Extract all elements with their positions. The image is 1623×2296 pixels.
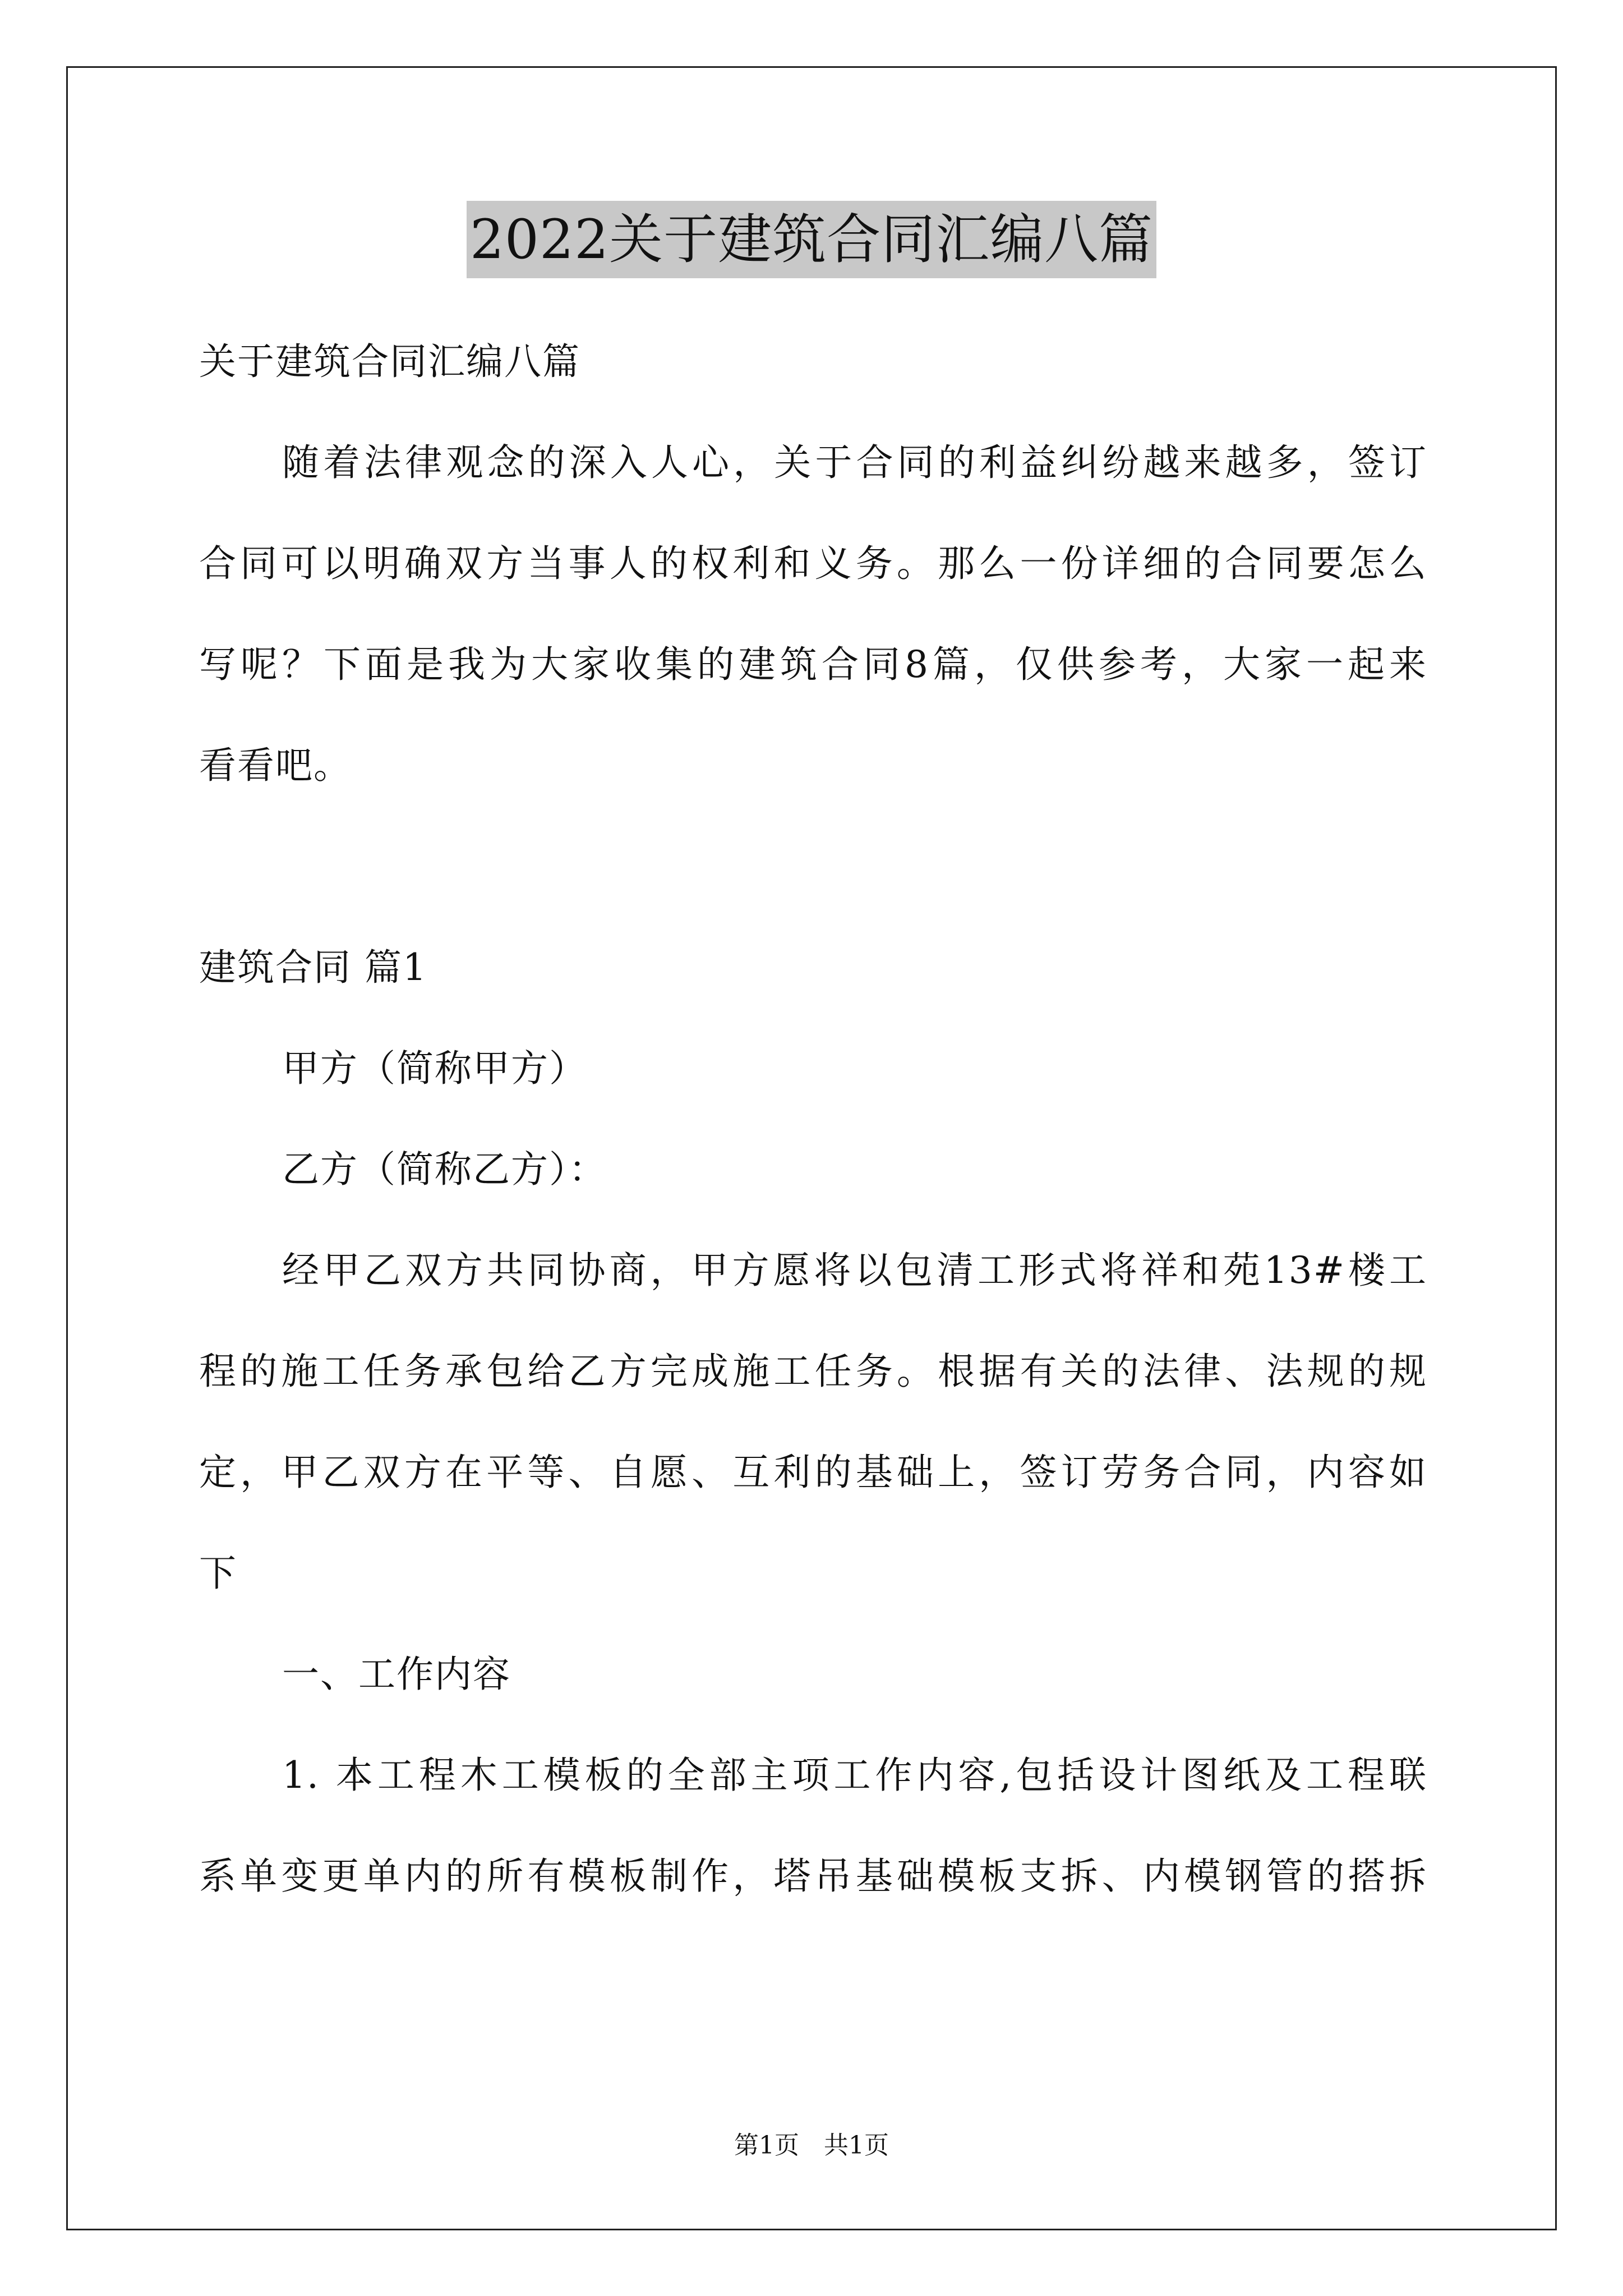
paragraph-line: 合同可以明确双方当事人的权利和义务。那么一份详细的合同要怎么 <box>199 542 1427 585</box>
paragraph-line: 经甲乙双方共同协商，甲方愿将以包清工形式将祥和苑13#楼工 <box>282 1249 1427 1292</box>
paragraph-line: 看看吧。 <box>199 744 352 787</box>
spacer <box>199 816 1427 917</box>
document-body <box>199 311 1427 1927</box>
title-container <box>0 201 1623 278</box>
paragraph-line: 1. 本工程木工模板的全部主项工作内容,包括设计图纸及工程联 <box>282 1754 1427 1797</box>
party-a-line: 甲方（简称甲方） <box>282 1047 587 1090</box>
paragraph-line: 程的施工任务承包给乙方完成施工任务。根据有关的法律、法规的规 <box>199 1350 1427 1393</box>
clause-heading: 一、工作内容 <box>282 1653 511 1696</box>
paragraph-line: 系单变更单内的所有模板制作，塔吊基础模板支拆、内模钢管的搭拆 <box>199 1855 1427 1898</box>
document-title: 2022关于建筑合同汇编八篇 <box>467 201 1156 278</box>
subtitle-line: 关于建筑合同汇编八篇 <box>199 340 580 383</box>
section-heading: 建筑合同 篇1 <box>199 946 427 989</box>
paragraph-line: 写呢？下面是我为大家收集的建筑合同8篇，仅供参考，大家一起来 <box>199 643 1427 686</box>
paragraph-line: 随着法律观念的深入人心，关于合同的利益纠纷越来越多，签订 <box>282 441 1427 484</box>
paragraph-line: 定，甲乙双方在平等、自愿、互利的基础上，签订劳务合同，内容如 <box>199 1451 1427 1494</box>
page-footer: 第1页 共1页 <box>734 2131 889 2160</box>
paragraph-line: 下 <box>199 1552 237 1595</box>
party-b-line: 乙方（简称乙方）： <box>282 1148 607 1191</box>
